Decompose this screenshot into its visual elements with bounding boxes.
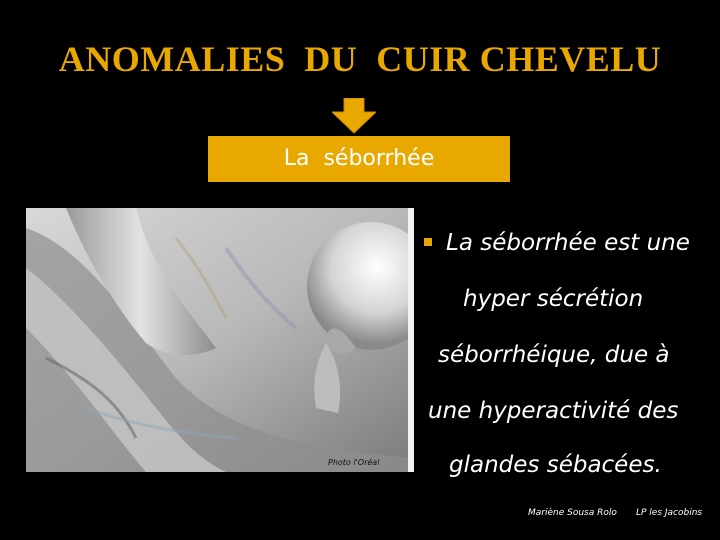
down-arrow-icon — [332, 98, 376, 134]
photo-credit: Photo l'Oréal — [328, 458, 380, 467]
body-line-3: séborrhéique, due à — [438, 342, 670, 368]
seborrhea-microscope-photo — [26, 208, 414, 472]
body-line-5: glandes sébacées. — [449, 452, 662, 478]
footer-school: LP les Jacobins — [636, 508, 703, 518]
slide-title: ANOMALIES DU CUIR CHEVELU — [58, 39, 662, 79]
body-line-4: une hyperactivité des — [428, 398, 679, 424]
square-bullet-icon — [424, 238, 432, 246]
subtitle-box — [208, 136, 510, 182]
body-line-1: La séborrhée est une — [446, 230, 690, 256]
body-line-2: hyper sécrétion — [463, 286, 644, 312]
subtitle-text: La séborrhée — [283, 146, 435, 171]
footer-author: Mariène Sousa Rolo — [528, 508, 617, 518]
